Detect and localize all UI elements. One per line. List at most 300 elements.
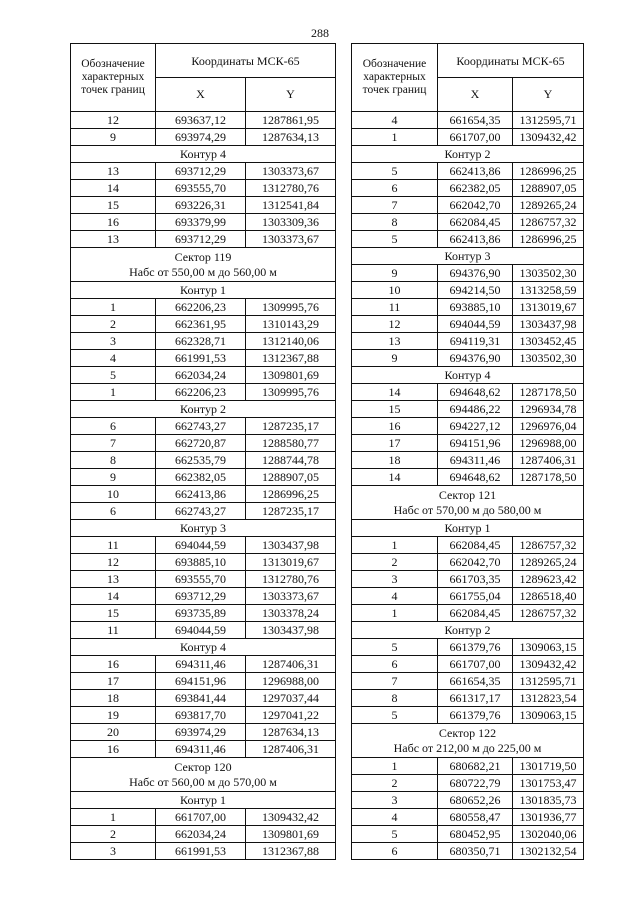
y-coordinate: 1288580,77 (246, 435, 336, 452)
point-number: 10 (71, 486, 156, 503)
point-number: 6 (352, 656, 438, 673)
x-coordinate: 694486,22 (438, 401, 513, 418)
contour-row (71, 639, 336, 656)
contour-row (71, 792, 336, 809)
y-coordinate: 1312367,88 (246, 350, 336, 367)
y-column-header: Y (513, 78, 584, 112)
x-coordinate: 662413,86 (438, 231, 513, 248)
table-row (352, 588, 584, 605)
point-number: 8 (71, 452, 156, 469)
table-row (71, 707, 336, 724)
point-number: 9 (71, 469, 156, 486)
x-coordinate: 693712,29 (156, 588, 246, 605)
x-coordinate: 680558,47 (438, 809, 513, 826)
table-row (352, 469, 584, 486)
point-number: 17 (352, 435, 438, 452)
x-coordinate: 661991,53 (156, 350, 246, 367)
contour-label: Контур 1 (352, 520, 584, 537)
y-coordinate: 1313258,59 (513, 282, 584, 299)
point-number: 5 (352, 163, 438, 180)
table-row (352, 843, 584, 860)
table-body (71, 112, 336, 860)
y-coordinate: 1312541,84 (246, 197, 336, 214)
table-row (71, 316, 336, 333)
x-coordinate: 680682,21 (438, 758, 513, 775)
y-coordinate: 1303309,36 (246, 214, 336, 231)
x-coordinate: 693735,89 (156, 605, 246, 622)
x-coordinate: 693974,29 (156, 129, 246, 146)
x-coordinate: 661703,35 (438, 571, 513, 588)
y-coordinate: 1296988,00 (513, 435, 584, 452)
y-coordinate: 1286996,25 (513, 163, 584, 180)
table-row (71, 333, 336, 350)
table-row (71, 724, 336, 741)
y-coordinate: 1296988,00 (246, 673, 336, 690)
table-row (71, 299, 336, 316)
table-row (352, 639, 584, 656)
table-row (352, 707, 584, 724)
point-number: 5 (352, 707, 438, 724)
y-coordinate: 1303373,67 (246, 163, 336, 180)
coordinates-table-right (351, 43, 584, 860)
y-coordinate: 1303502,30 (513, 265, 584, 282)
y-coordinate: 1301835,73 (513, 792, 584, 809)
x-coordinate: 662382,05 (156, 469, 246, 486)
table-row (352, 214, 584, 231)
point-number: 11 (352, 299, 438, 316)
point-number: 14 (71, 588, 156, 605)
point-number: 5 (352, 826, 438, 843)
x-coordinate: 693817,70 (156, 707, 246, 724)
point-number: 13 (71, 571, 156, 588)
x-coordinate: 694119,31 (438, 333, 513, 350)
y-coordinate: 1312595,71 (513, 112, 584, 129)
table-row (352, 418, 584, 435)
table-row (352, 452, 584, 469)
x-coordinate: 694151,96 (156, 673, 246, 690)
y-coordinate: 1309432,42 (513, 656, 584, 673)
point-number: 13 (71, 231, 156, 248)
table-row (352, 282, 584, 299)
x-coordinate: 694151,96 (438, 435, 513, 452)
point-number: 17 (71, 673, 156, 690)
y-coordinate: 1286757,32 (513, 605, 584, 622)
y-coordinate: 1286757,32 (513, 537, 584, 554)
x-coordinate: 662042,70 (438, 197, 513, 214)
point-number: 1 (352, 129, 438, 146)
table-row (352, 333, 584, 350)
y-coordinate: 1313019,67 (513, 299, 584, 316)
x-coordinate: 694311,46 (156, 741, 246, 758)
x-coordinate: 662743,27 (156, 418, 246, 435)
point-number: 18 (71, 690, 156, 707)
sector-title: Сектор 121 (438, 487, 497, 502)
x-coordinate: 693226,31 (156, 197, 246, 214)
point-number: 4 (352, 112, 438, 129)
table-row (71, 435, 336, 452)
y-coordinate: 1312595,71 (513, 673, 584, 690)
point-number: 1 (71, 384, 156, 401)
y-coordinate: 1309432,42 (246, 809, 336, 826)
point-number: 4 (71, 350, 156, 367)
contour-row (352, 520, 584, 537)
sector-label (71, 758, 336, 792)
point-number: 13 (352, 333, 438, 350)
table-row (71, 469, 336, 486)
point-column-header: Обозначение характерных точек границ (352, 44, 438, 112)
x-coordinate: 662743,27 (156, 503, 246, 520)
x-coordinate: 694376,90 (438, 350, 513, 367)
point-number: 2 (71, 316, 156, 333)
point-number: 3 (71, 843, 156, 860)
y-coordinate: 1312780,76 (246, 571, 336, 588)
sector-title: Сектор 122 (438, 725, 497, 740)
x-coordinate: 693555,70 (156, 180, 246, 197)
table-row (71, 418, 336, 435)
y-coordinate: 1309995,76 (246, 299, 336, 316)
table-row (71, 673, 336, 690)
x-coordinate: 662034,24 (156, 826, 246, 843)
y-coordinate: 1296976,04 (513, 418, 584, 435)
table-row (352, 197, 584, 214)
point-number: 6 (352, 180, 438, 197)
y-coordinate: 1309801,69 (246, 367, 336, 384)
contour-row (352, 146, 584, 163)
point-number: 9 (352, 265, 438, 282)
table-row (352, 673, 584, 690)
point-number: 13 (71, 163, 156, 180)
y-coordinate: 1312780,76 (246, 180, 336, 197)
contour-label: Контур 3 (71, 520, 336, 537)
x-coordinate: 661755,04 (438, 588, 513, 605)
table-row (352, 129, 584, 146)
table-row (71, 605, 336, 622)
sector-height-range: Набс от 212,00 м до 225,00 м (393, 740, 542, 755)
y-coordinate: 1309063,15 (513, 639, 584, 656)
sector-height-range: Набс от 560,00 м до 570,00 м (129, 774, 277, 789)
y-coordinate: 1312823,54 (513, 690, 584, 707)
y-coordinate: 1289265,24 (513, 197, 584, 214)
x-coordinate: 694648,62 (438, 384, 513, 401)
table-row (71, 231, 336, 248)
x-coordinate: 680652,26 (438, 792, 513, 809)
x-coordinate: 693885,10 (438, 299, 513, 316)
x-coordinate: 662382,05 (438, 180, 513, 197)
point-number: 7 (71, 435, 156, 452)
point-number: 7 (352, 673, 438, 690)
y-coordinate: 1288907,05 (246, 469, 336, 486)
contour-row (71, 520, 336, 537)
table-row (352, 537, 584, 554)
table-row (71, 350, 336, 367)
y-coordinate: 1289623,42 (513, 571, 584, 588)
x-coordinate: 694044,59 (438, 316, 513, 333)
y-coordinate: 1313019,67 (246, 554, 336, 571)
y-coordinate: 1287634,13 (246, 129, 336, 146)
point-number: 16 (71, 214, 156, 231)
y-coordinate: 1286996,25 (513, 231, 584, 248)
table-body (352, 112, 584, 860)
x-coordinate: 693885,10 (156, 554, 246, 571)
sector-label (352, 486, 584, 520)
point-number: 11 (71, 537, 156, 554)
point-number: 16 (352, 418, 438, 435)
y-coordinate: 1287406,31 (246, 741, 336, 758)
table-row (352, 656, 584, 673)
y-coordinate: 1302132,54 (513, 843, 584, 860)
x-column-header: X (438, 78, 513, 112)
y-coordinate: 1309801,69 (246, 826, 336, 843)
x-coordinate: 693555,70 (156, 571, 246, 588)
x-coordinate: 694311,46 (438, 452, 513, 469)
y-coordinate: 1309995,76 (246, 384, 336, 401)
y-coordinate: 1303378,24 (246, 605, 336, 622)
table-row (352, 384, 584, 401)
sector-label (352, 724, 584, 758)
x-coordinate: 662535,79 (156, 452, 246, 469)
table-row (352, 163, 584, 180)
y-coordinate: 1287861,95 (246, 112, 336, 129)
sector-title: Сектор 119 (174, 249, 232, 264)
y-coordinate: 1301753,47 (513, 775, 584, 792)
table-row (71, 452, 336, 469)
x-coordinate: 662361,95 (156, 316, 246, 333)
table-row (71, 843, 336, 860)
x-coordinate: 661654,35 (438, 673, 513, 690)
x-coordinate: 662413,86 (156, 486, 246, 503)
point-number: 2 (71, 826, 156, 843)
sector-height-range: Набс от 570,00 м до 580,00 м (393, 502, 542, 517)
table-row (352, 316, 584, 333)
table-row (71, 197, 336, 214)
contour-row (71, 282, 336, 299)
table-row (71, 622, 336, 639)
y-coordinate: 1303452,45 (513, 333, 584, 350)
point-number: 3 (352, 571, 438, 588)
point-number: 2 (352, 554, 438, 571)
point-number: 3 (71, 333, 156, 350)
sector-row (71, 248, 336, 282)
y-coordinate: 1287178,50 (513, 469, 584, 486)
table-row (352, 690, 584, 707)
table-row (71, 367, 336, 384)
sector-row (352, 724, 584, 758)
y-coordinate: 1287235,17 (246, 503, 336, 520)
table-row (352, 792, 584, 809)
y-coordinate: 1297037,44 (246, 690, 336, 707)
contour-row (352, 367, 584, 384)
point-number: 5 (71, 367, 156, 384)
y-coordinate: 1303502,30 (513, 350, 584, 367)
x-coordinate: 680722,79 (438, 775, 513, 792)
x-coordinate: 680350,71 (438, 843, 513, 860)
point-number: 11 (71, 622, 156, 639)
y-coordinate: 1287634,13 (246, 724, 336, 741)
y-coordinate: 1296934,78 (513, 401, 584, 418)
x-coordinate: 694648,62 (438, 469, 513, 486)
table-row (352, 401, 584, 418)
contour-label: Контур 4 (71, 146, 336, 163)
y-coordinate: 1303437,98 (246, 537, 336, 554)
point-number: 9 (352, 350, 438, 367)
point-number: 9 (71, 129, 156, 146)
table-row (352, 605, 584, 622)
point-number: 4 (352, 588, 438, 605)
point-number: 15 (71, 605, 156, 622)
y-coordinate: 1287178,50 (513, 384, 584, 401)
x-coordinate: 662084,45 (438, 537, 513, 554)
x-coordinate: 694311,46 (156, 656, 246, 673)
x-coordinate: 662328,71 (156, 333, 246, 350)
x-coordinate: 661991,53 (156, 843, 246, 860)
contour-label: Контур 2 (352, 622, 584, 639)
table-row (352, 231, 584, 248)
x-coordinate: 662720,87 (156, 435, 246, 452)
point-number: 6 (71, 418, 156, 435)
point-number: 20 (71, 724, 156, 741)
point-number: 4 (352, 809, 438, 826)
point-number: 8 (352, 690, 438, 707)
x-coordinate: 661707,00 (438, 129, 513, 146)
table-row (352, 571, 584, 588)
point-number: 6 (71, 503, 156, 520)
page-number: 288 (311, 26, 329, 40)
x-coordinate: 662084,45 (438, 214, 513, 231)
point-number: 19 (71, 707, 156, 724)
y-coordinate: 1303437,98 (246, 622, 336, 639)
x-coordinate: 680452,95 (438, 826, 513, 843)
x-coordinate: 661317,17 (438, 690, 513, 707)
table-row (71, 112, 336, 129)
y-coordinate: 1303437,98 (513, 316, 584, 333)
point-number: 3 (352, 792, 438, 809)
x-coordinate: 661707,00 (438, 656, 513, 673)
contour-label: Контур 4 (352, 367, 584, 384)
point-number: 14 (352, 469, 438, 486)
y-coordinate: 1312140,06 (246, 333, 336, 350)
x-coordinate: 694227,12 (438, 418, 513, 435)
table-row (71, 486, 336, 503)
y-coordinate: 1288744,78 (246, 452, 336, 469)
point-number: 1 (352, 537, 438, 554)
sector-row (352, 486, 584, 520)
table-row (352, 809, 584, 826)
point-number: 5 (352, 639, 438, 656)
table-row (352, 265, 584, 282)
x-coordinate: 661654,35 (438, 112, 513, 129)
x-coordinate: 662413,86 (438, 163, 513, 180)
x-coordinate: 694214,50 (438, 282, 513, 299)
y-coordinate: 1287406,31 (513, 452, 584, 469)
point-number: 6 (352, 843, 438, 860)
point-number: 15 (71, 197, 156, 214)
y-coordinate: 1309432,42 (513, 129, 584, 146)
x-coordinate: 662042,70 (438, 554, 513, 571)
table-row (71, 180, 336, 197)
y-column-header: Y (246, 78, 336, 112)
coordinates-header: Координаты МСК-65 (438, 44, 584, 78)
y-coordinate: 1287235,17 (246, 418, 336, 435)
contour-row (71, 146, 336, 163)
point-number: 7 (352, 197, 438, 214)
contour-label: Контур 2 (352, 146, 584, 163)
point-number: 14 (71, 180, 156, 197)
y-coordinate: 1309063,15 (513, 707, 584, 724)
table-row (352, 758, 584, 775)
point-number: 18 (352, 452, 438, 469)
point-number: 2 (352, 775, 438, 792)
table-row (71, 741, 336, 758)
y-coordinate: 1286518,40 (513, 588, 584, 605)
table-row (71, 129, 336, 146)
contour-row (71, 401, 336, 418)
sector-title: Сектор 120 (174, 759, 232, 774)
contour-row (352, 248, 584, 265)
x-coordinate: 693712,29 (156, 231, 246, 248)
x-coordinate: 662034,24 (156, 367, 246, 384)
coordinates-table-left (70, 43, 336, 860)
contour-label: Контур 1 (71, 792, 336, 809)
table-row (352, 299, 584, 316)
contour-label: Контур 4 (71, 639, 336, 656)
point-column-header: Обозначение характерных точек границ (71, 44, 156, 112)
y-coordinate: 1287406,31 (246, 656, 336, 673)
y-coordinate: 1301936,77 (513, 809, 584, 826)
x-coordinate: 693974,29 (156, 724, 246, 741)
point-number: 16 (71, 741, 156, 758)
contour-label: Контур 2 (71, 401, 336, 418)
y-coordinate: 1312367,88 (246, 843, 336, 860)
y-coordinate: 1301719,50 (513, 758, 584, 775)
table-row (71, 503, 336, 520)
contour-label: Контур 1 (71, 282, 336, 299)
table-row (352, 826, 584, 843)
x-coordinate: 693637,12 (156, 112, 246, 129)
x-coordinate: 661379,76 (438, 707, 513, 724)
x-coordinate: 693841,44 (156, 690, 246, 707)
point-number: 15 (352, 401, 438, 418)
x-coordinate: 662206,23 (156, 299, 246, 316)
x-coordinate: 662084,45 (438, 605, 513, 622)
y-coordinate: 1310143,29 (246, 316, 336, 333)
x-coordinate: 662206,23 (156, 384, 246, 401)
point-number: 12 (71, 112, 156, 129)
table-row (71, 384, 336, 401)
point-number: 1 (352, 605, 438, 622)
x-coordinate: 694044,59 (156, 537, 246, 554)
table-row (71, 588, 336, 605)
table-row (352, 775, 584, 792)
table-row (71, 163, 336, 180)
table-row (352, 435, 584, 452)
table-row (71, 826, 336, 843)
point-number: 14 (352, 384, 438, 401)
table-row (352, 112, 584, 129)
x-column-header: X (156, 78, 246, 112)
table-row (71, 554, 336, 571)
point-number: 1 (71, 809, 156, 826)
table-row (352, 180, 584, 197)
sector-label (71, 248, 336, 282)
x-coordinate: 693712,29 (156, 163, 246, 180)
point-number: 12 (71, 554, 156, 571)
sector-height-range: Набс от 550,00 м до 560,00 м (129, 264, 277, 279)
y-coordinate: 1286757,32 (513, 214, 584, 231)
point-number: 12 (352, 316, 438, 333)
table-row (352, 350, 584, 367)
coordinates-header: Координаты МСК-65 (156, 44, 336, 78)
x-coordinate: 693379,99 (156, 214, 246, 231)
